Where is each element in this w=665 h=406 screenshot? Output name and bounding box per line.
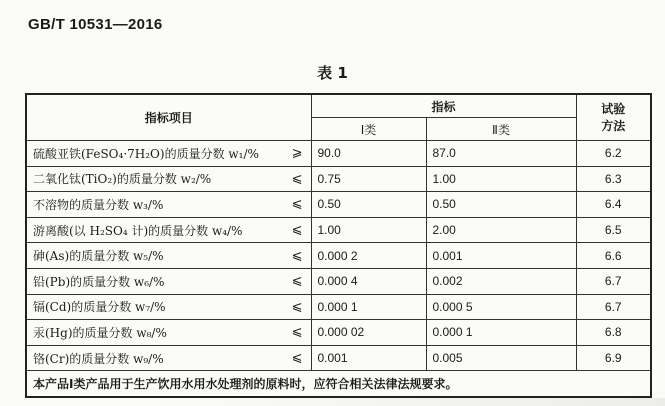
row-method: 6.6 bbox=[576, 243, 651, 269]
row-item bbox=[26, 294, 311, 320]
table-note: 本产品Ⅰ类产品用于生产饮用水用水处理剂的原料时，应符合相关法律法规要求。 bbox=[26, 371, 651, 397]
row-class2-value: 1.00 bbox=[426, 166, 576, 192]
row-class2-value: 0.001 bbox=[426, 243, 576, 269]
row-item bbox=[26, 217, 311, 243]
row-item-label: 汞(Hg)的质量分数 w₈/% bbox=[33, 325, 167, 340]
table-row bbox=[26, 243, 651, 269]
comparison-symbol: ⩽ bbox=[291, 273, 303, 289]
table-title: 表 1 bbox=[317, 64, 348, 82]
table-row bbox=[26, 166, 651, 192]
table-row bbox=[26, 320, 651, 346]
table-row bbox=[26, 217, 651, 243]
row-item-label: 二氧化钛(TiO₂)的质量分数 w₂/% bbox=[33, 172, 212, 187]
table-note-row bbox=[26, 371, 651, 397]
row-method: 6.3 bbox=[576, 166, 651, 192]
row-class1-value: 0.000 02 bbox=[311, 320, 426, 346]
row-item-label: 铅(Pb)的质量分数 w₆/% bbox=[33, 274, 165, 289]
row-class1-value: 1.00 bbox=[311, 217, 426, 243]
header-method-line1: 试验 bbox=[601, 101, 626, 116]
header-method bbox=[576, 94, 651, 141]
row-method: 6.7 bbox=[576, 294, 651, 320]
row-class1-value: 0.50 bbox=[311, 192, 426, 218]
comparison-symbol: ⩽ bbox=[291, 248, 303, 264]
table-row bbox=[26, 268, 651, 294]
row-method: 6.2 bbox=[576, 141, 651, 167]
row-method: 6.9 bbox=[576, 345, 651, 371]
row-item-label: 不溶物的质量分数 w₃/% bbox=[33, 197, 164, 212]
row-method: 6.7 bbox=[576, 268, 651, 294]
row-class2-value: 0.005 bbox=[426, 345, 576, 371]
header-class1: Ⅰ类 bbox=[311, 118, 426, 141]
comparison-symbol: ⩽ bbox=[291, 324, 303, 340]
row-class1-value: 0.000 2 bbox=[311, 243, 426, 269]
row-class2-value: 0.000 5 bbox=[426, 294, 576, 320]
header-indicator: 指标 bbox=[311, 94, 576, 118]
row-class1-value: 90.0 bbox=[311, 141, 426, 167]
row-item-label: 硫酸亚铁(FeSO₄·7H₂O)的质量分数 w₁/% bbox=[33, 146, 259, 161]
row-method: 6.8 bbox=[576, 320, 651, 346]
specification-table bbox=[25, 93, 652, 398]
comparison-symbol: ⩽ bbox=[291, 222, 303, 238]
table-row bbox=[26, 294, 651, 320]
row-class2-value: 2.00 bbox=[426, 217, 576, 243]
row-method: 6.4 bbox=[576, 192, 651, 218]
row-method: 6.5 bbox=[576, 217, 651, 243]
row-class1-value: 0.000 4 bbox=[311, 268, 426, 294]
row-class2-value: 0.002 bbox=[426, 268, 576, 294]
row-item bbox=[26, 320, 311, 346]
row-item bbox=[26, 243, 311, 269]
row-class1-value: 0.000 1 bbox=[311, 294, 426, 320]
table-row bbox=[26, 192, 651, 218]
row-item-label: 镉(Cd)的质量分数 w₇/% bbox=[33, 300, 166, 315]
row-class2-value: 0.50 bbox=[426, 192, 576, 218]
header-class2: Ⅱ类 bbox=[426, 118, 576, 141]
comparison-symbol: ⩾ bbox=[291, 145, 303, 161]
row-item bbox=[26, 268, 311, 294]
comparison-symbol: ⩽ bbox=[291, 196, 303, 212]
row-item-label: 游离酸(以 H₂SO₄ 计)的质量分数 w₄/% bbox=[33, 223, 243, 238]
row-class2-value: 87.0 bbox=[426, 141, 576, 167]
row-item bbox=[26, 141, 311, 167]
row-item bbox=[26, 192, 311, 218]
row-class1-value: 0.75 bbox=[311, 166, 426, 192]
row-class2-value: 0.000 1 bbox=[426, 320, 576, 346]
row-item-label: 铬(Cr)的质量分数 w₉/% bbox=[33, 351, 164, 366]
row-item bbox=[26, 345, 311, 371]
table-row bbox=[26, 141, 651, 167]
comparison-symbol: ⩽ bbox=[291, 171, 303, 187]
standard-code: GB/T 10531—2016 bbox=[28, 16, 163, 33]
comparison-symbol: ⩽ bbox=[291, 299, 303, 315]
header-method-line2: 方法 bbox=[601, 118, 626, 133]
row-item bbox=[26, 166, 311, 192]
table-row bbox=[26, 345, 651, 371]
row-item-label: 砷(As)的质量分数 w₅/% bbox=[33, 249, 164, 264]
page-fold-shadow bbox=[140, 398, 665, 406]
comparison-symbol: ⩽ bbox=[291, 350, 303, 366]
row-class1-value: 0.001 bbox=[311, 345, 426, 371]
header-item: 指标项目 bbox=[26, 94, 311, 141]
